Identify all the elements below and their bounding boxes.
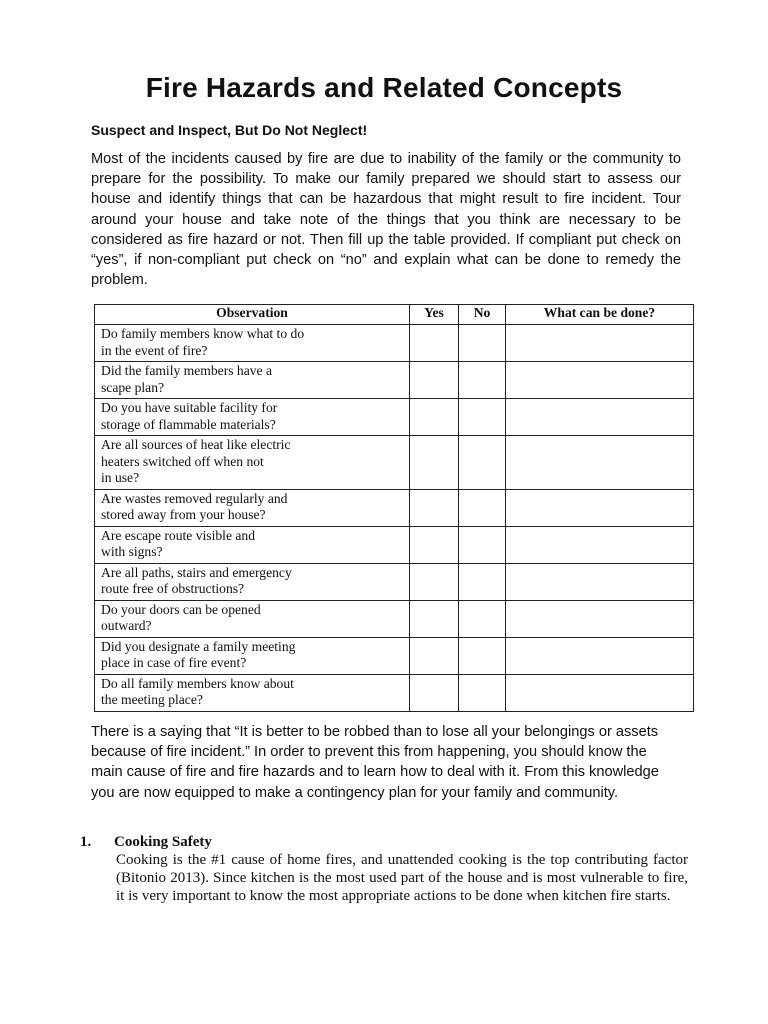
remedy-input-cell[interactable] <box>506 637 694 674</box>
no-checkbox-cell[interactable] <box>459 526 506 563</box>
yes-checkbox-cell[interactable] <box>410 600 459 637</box>
yes-checkbox-cell[interactable] <box>410 637 459 674</box>
table-row <box>95 674 694 711</box>
table-body <box>95 325 694 712</box>
question-line: Are all sources of heat like electric <box>101 437 291 452</box>
saying-paragraph: There is a saying that “It is better to be robbed than to lose all your belongings or assets because of fire incident.” In order to prevent this from happening, you should know the main cause of fire and fire hazards and to learn how to deal with it. From this knowledge you are now equipped to make a contingency plan for your family and community. <box>91 724 659 801</box>
question-line: Do you have suitable facility for <box>101 400 278 415</box>
question-line: Did you designate a family meeting <box>101 638 296 654</box>
table-row <box>95 563 694 600</box>
question-line: Are wastes removed regularly and <box>101 490 288 506</box>
question-line: Are all paths, stairs and emergency <box>101 564 292 580</box>
table-row <box>95 600 694 637</box>
no-checkbox-cell[interactable] <box>459 362 506 399</box>
observation-question <box>95 526 410 563</box>
no-checkbox-cell[interactable] <box>459 674 506 711</box>
table-row <box>95 436 694 490</box>
no-checkbox-cell[interactable] <box>459 436 506 490</box>
no-checkbox-cell[interactable] <box>459 325 506 362</box>
observation-question <box>95 600 410 637</box>
header-no: No <box>459 305 506 325</box>
section-heading-text: Cooking Safety <box>114 834 212 850</box>
remedy-input-cell[interactable] <box>506 526 694 563</box>
no-checkbox-cell[interactable] <box>459 637 506 674</box>
question-line: with signs? <box>101 544 163 559</box>
question-line: in the event of fire? <box>101 342 208 358</box>
table-row <box>95 325 694 362</box>
header-yes: Yes <box>410 305 459 325</box>
observation-question <box>95 637 410 674</box>
remedy-input-cell[interactable] <box>506 600 694 637</box>
remedy-input-cell[interactable] <box>506 674 694 711</box>
question-line: scape plan? <box>101 379 165 395</box>
yes-checkbox-cell[interactable] <box>410 674 459 711</box>
observation-question <box>95 362 410 399</box>
question-line: in use? <box>101 470 140 485</box>
page-title: Fire Hazards and Related Concepts <box>145 72 623 103</box>
table-row <box>95 637 694 674</box>
question-line: Are escape route visible and <box>101 527 255 543</box>
section-subtitle: Suspect and Inspect, But Do Not Neglect! <box>91 122 368 138</box>
observation-question <box>95 489 410 526</box>
table-header-row <box>95 305 694 325</box>
intro-paragraph: Most of the incidents caused by fire are due to inability of the family or the community to prepare for the possibility. To make our family prepared we should start to assess our house and identify things that can be hazardous that might result to fire incident. Tour around your house and take note of the things that you think are necessary to be considered as fire hazard or not. Then fill up the table provided. If compliant put check on “yes”, if non-compliant put check on “no” and explain what can be done to remedy the problem. <box>91 151 681 289</box>
yes-checkbox-cell[interactable] <box>410 362 459 399</box>
remedy-input-cell[interactable] <box>506 436 694 490</box>
question-line: stored away from your house? <box>101 507 266 522</box>
question-line: Did the family members have a <box>101 363 272 378</box>
question-line: Do all family members know about <box>101 675 294 691</box>
header-what-can-be-done: What can be done? <box>506 305 694 325</box>
yes-checkbox-cell[interactable] <box>410 436 459 490</box>
section-body: Cooking is the #1 cause of home fires, and unattended cooking is the top contributing factor (Bitonio 2013). Since kitchen is the most used part of the house and is most vulnerable to fire, it is very important to know the most appropriate actions to be done when kitchen fire starts. <box>116 852 688 905</box>
observation-question <box>95 399 410 436</box>
question-line: Do your doors can be opened <box>101 601 261 617</box>
yes-checkbox-cell[interactable] <box>410 325 459 362</box>
cooking-safety-section <box>80 834 688 906</box>
observation-question <box>95 325 410 362</box>
remedy-input-cell[interactable] <box>506 325 694 362</box>
observation-question <box>95 436 410 490</box>
question-line: heaters switched off when not <box>101 453 264 469</box>
table-row <box>95 526 694 563</box>
no-checkbox-cell[interactable] <box>459 563 506 600</box>
observation-question <box>95 674 410 711</box>
question-line: storage of flammable materials? <box>101 416 276 432</box>
no-checkbox-cell[interactable] <box>459 600 506 637</box>
remedy-input-cell[interactable] <box>506 489 694 526</box>
table-row <box>95 399 694 436</box>
remedy-input-cell[interactable] <box>506 563 694 600</box>
yes-checkbox-cell[interactable] <box>410 526 459 563</box>
section-number: 1. <box>80 834 92 850</box>
yes-checkbox-cell[interactable] <box>410 489 459 526</box>
question-line: outward? <box>101 618 152 633</box>
question-line: place in case of fire event? <box>101 655 247 670</box>
header-observation: Observation <box>95 305 410 325</box>
observation-question <box>95 563 410 600</box>
remedy-input-cell[interactable] <box>506 362 694 399</box>
table-row <box>95 489 694 526</box>
remedy-input-cell[interactable] <box>506 399 694 436</box>
no-checkbox-cell[interactable] <box>459 489 506 526</box>
yes-checkbox-cell[interactable] <box>410 563 459 600</box>
section-heading <box>80 834 688 851</box>
question-line: Do family members know what to do <box>101 326 305 341</box>
question-line: route free of obstructions? <box>101 581 245 596</box>
table-row <box>95 362 694 399</box>
yes-checkbox-cell[interactable] <box>410 399 459 436</box>
observation-table <box>94 304 694 712</box>
question-line: the meeting place? <box>101 692 203 707</box>
no-checkbox-cell[interactable] <box>459 399 506 436</box>
